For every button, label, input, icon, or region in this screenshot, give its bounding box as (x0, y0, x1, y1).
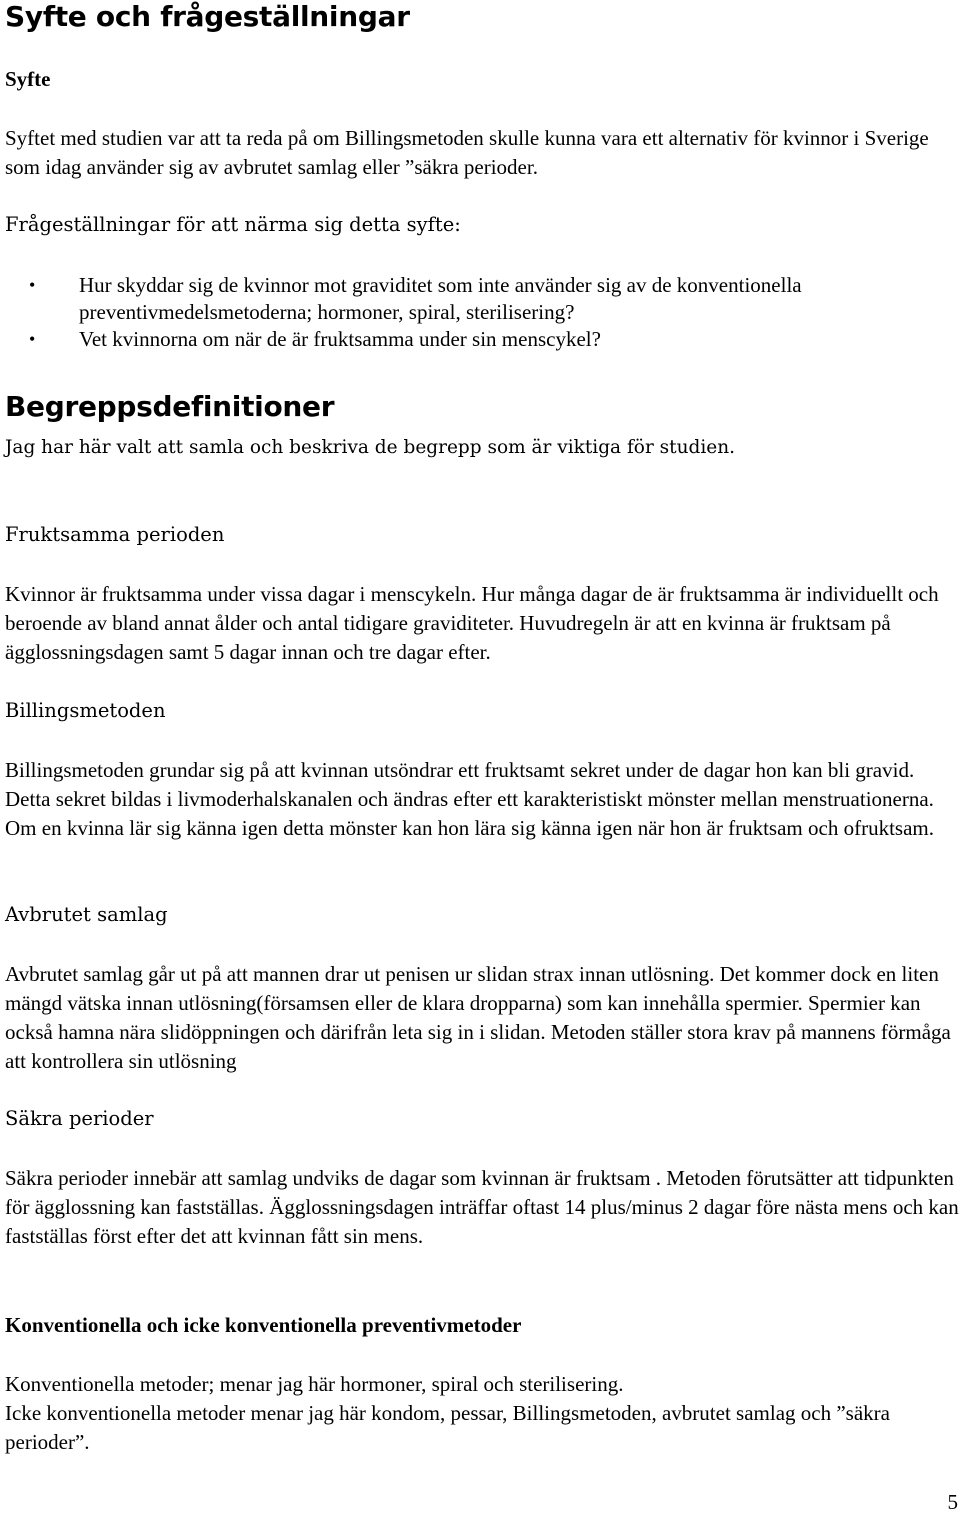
question-text: Vet kvinnorna om när de är fruktsamma under sin menscykel? (79, 327, 601, 351)
page-number: 5 (947, 1490, 958, 1514)
paragraph-syfte: Syftet med studien var att ta reda på om Billingsmetoden skulle kunna vara ett alternativ för kvinnor i Sverige som idag använder sig av avbrutet samlag eller ”säkra perioder. (5, 126, 929, 179)
paragraph-avbrutet-samlag: Avbrutet samlag går ut på att mannen drar ut penisen ur slidan strax innan utlösning. Det kommer dock en liten mängd vätska innan utlösning(församsen eller de klara dropparna) som kan innehålla spermier. Spermier kan också hamna nära slidöppningen och därifrån leta sig in i slidan. Metoden ställer stora krav på mannens förmåga att kontrollera sin utlösning (5, 962, 951, 1073)
bullet-icon: • (29, 329, 36, 349)
page-title: Syfte och frågeställningar (5, 0, 410, 33)
heading-fragestallningar: Frågeställningar för att närma sig detta syfte: (5, 213, 461, 236)
list-item (5, 272, 960, 326)
list-item (5, 326, 960, 353)
heading-fruktsamma: Fruktsamma perioden (5, 523, 225, 546)
paragraph-konventionella-1: Konventionella metoder; menar jag här hormoner, spiral och sterilisering. (5, 1372, 624, 1396)
paragraph-billingsmetoden: Billingsmetoden grundar sig på att kvinnan utsöndrar ett fruktsamt sekret under de dagar hon kan bli gravid. Detta sekret bildas i livmoderhalskanalen och ändras efter ett karakteristiskt mönster mellan menstruationerna. Om en kvinna lär sig känna igen detta mönster kan hon lära sig känna igen när hon är fruktsam och ofruktsam. (5, 758, 934, 840)
heading-syfte: Syfte (5, 67, 51, 91)
heading-konventionella: Konventionella och icke konventionella preventivmetoder (5, 1313, 522, 1337)
heading-avbrutet-samlag: Avbrutet samlag (5, 903, 168, 926)
heading-begreppsdefinitioner: Begreppsdefinitioner (5, 390, 335, 423)
question-list (5, 272, 960, 353)
question-text: Hur skyddar sig de kvinnor mot graviditet som inte använder sig av de konventionella preventivmedelsmetoderna; hormoner, spiral, sterilisering? (79, 273, 802, 324)
paragraph-sakra-perioder: Säkra perioder innebär att samlag undviks de dagar som kvinnan är fruktsam . Metoden förutsätter att tidpunkten för ägglossning kan fastställas. Ägglossningsdagen inträffar oftast 14 plus/minus 2 dagar före nästa mens och kan fastställas först efter det att kvinnan fått sin mens. (5, 1166, 959, 1248)
paragraph-konventionella-2: Icke konventionella metoder menar jag här kondom, pessar, Billingsmetoden, avbrutet samlag och ”säkra perioder”. (5, 1401, 890, 1454)
heading-billingsmetoden: Billingsmetoden (5, 699, 166, 722)
paragraph-begrepp-intro: Jag har här valt att samla och beskriva de begrepp som är viktiga för studien. (5, 437, 736, 458)
paragraph-fruktsamma: Kvinnor är fruktsamma under vissa dagar i menscykeln. Hur många dagar de är fruktsamma är individuellt och beroende av bland annat ålder och antal tidigare graviditeter. Huvudregeln är att en kvinna är fruktsam på ägglossningsdagen samt 5 dagar innan och tre dagar efter. (5, 582, 939, 664)
bullet-icon: • (29, 275, 36, 295)
heading-sakra-perioder: Säkra perioder (5, 1107, 154, 1130)
